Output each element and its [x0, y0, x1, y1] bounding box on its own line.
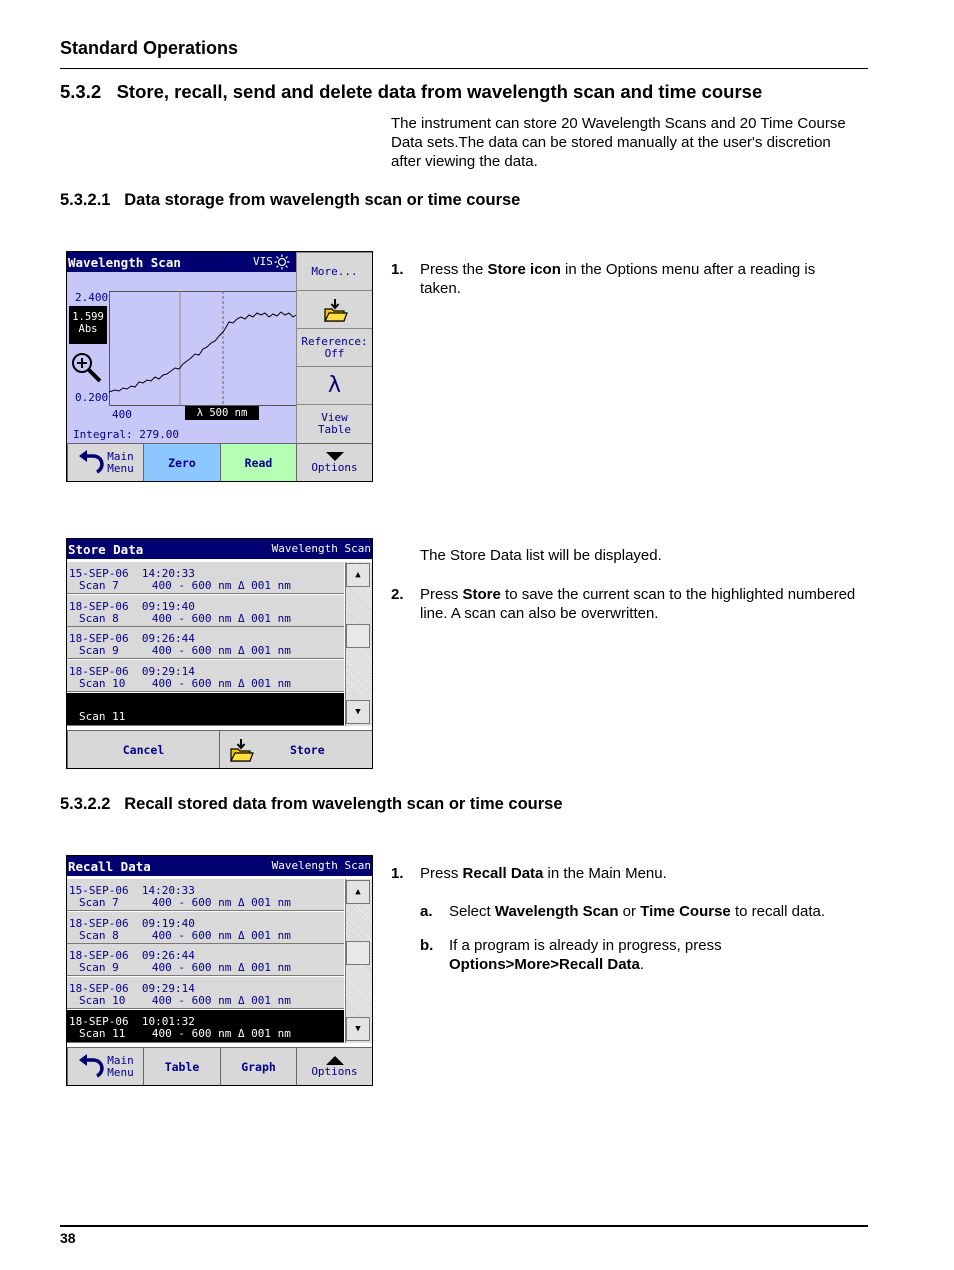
view-label: View [321, 411, 348, 424]
options-label: Options [311, 460, 358, 474]
list-item[interactable] [67, 562, 344, 594]
wavelength-button[interactable] [296, 366, 372, 404]
subsection-2-number: 5.3.2.2 [60, 795, 111, 813]
zoom-icon[interactable] [70, 351, 104, 383]
step-text: If a program is already in progress, press [449, 937, 722, 954]
screen-title: Store Data [68, 542, 144, 557]
step-emphasis: Recall Data [462, 865, 544, 882]
menu-label: Menu [107, 461, 134, 475]
page-number: 38 [60, 1230, 76, 1246]
subsection-1-number: 5.3.2.1 [60, 191, 111, 209]
store-data-screen [66, 538, 373, 769]
reading-display [69, 306, 107, 344]
step-text: to recall data. [730, 903, 825, 920]
subsection-1-heading [60, 191, 520, 210]
graph-label: Graph [241, 1059, 276, 1074]
list-item-selected[interactable] [67, 693, 344, 726]
reading-value: 1.599 [72, 311, 104, 323]
section-heading [60, 81, 762, 103]
section-title: Store, recall, send and delete data from wavelength scan and time course [116, 81, 763, 102]
section-intro: The instrument can store 20 Wavelength Scans and 20 Time Course Data sets.The data can be stored manually at the user's discretion after viewing the data. [391, 115, 846, 170]
screen-title: Recall Data [68, 859, 151, 874]
row-detail: Scan 11 400 - 600 nm Δ 001 nm [79, 1027, 291, 1040]
read-label: Read [244, 455, 273, 470]
list-item[interactable] [67, 944, 344, 976]
reading-unit: Abs [78, 323, 98, 335]
scrollbar[interactable] [345, 562, 372, 726]
lambda-icon: λ [327, 373, 342, 398]
scroll-up-button[interactable]: ▲ [346, 880, 370, 904]
menu-label: Menu [107, 1065, 134, 1079]
recall-data-screen [66, 855, 373, 1086]
main-label: Main [107, 449, 134, 463]
zero-label: Zero [168, 455, 196, 470]
table-label: Table [164, 1059, 200, 1074]
row-date: 18-SEP-06 09:29:14 [69, 665, 195, 678]
options-button[interactable] [296, 1047, 372, 1085]
footer-rule [60, 1225, 868, 1227]
step-text: . [639, 956, 645, 973]
y-axis-min: 0.200 [75, 391, 109, 404]
step-number: 1. [391, 261, 404, 278]
chevron-up-icon [326, 1056, 344, 1065]
scroll-up-button[interactable]: ▲ [346, 563, 370, 587]
step-text: Press [420, 865, 463, 882]
step-emphasis: Options>More>Recall Data [449, 956, 640, 973]
subsection-1-title: Data storage from wavelength scan or time course [124, 191, 521, 209]
step-text: to save the current scan to the highlighted numbered line. A scan can also be overwritten. [420, 586, 856, 622]
read-button[interactable] [220, 443, 296, 481]
scroll-thumb[interactable] [346, 624, 370, 648]
row-date: 15-SEP-06 14:20:33 [69, 567, 195, 580]
store-list-note: The Store Data list will be displayed. [420, 547, 662, 564]
back-arrow-icon [77, 450, 107, 476]
row-date: 18-SEP-06 09:19:40 [69, 600, 195, 613]
step-recall-data [391, 864, 861, 886]
row-detail: Scan 9 400 - 600 nm Δ 001 nm [79, 644, 291, 657]
main-menu-button[interactable] [67, 1047, 143, 1085]
reference-state: Off [324, 346, 345, 360]
step-text: or [618, 903, 641, 920]
reference-label: Reference: [301, 334, 368, 348]
scroll-down-button[interactable]: ▼ [346, 1017, 370, 1041]
options-label: Options [311, 1064, 358, 1078]
folder-store-icon [228, 737, 254, 763]
mode-label: Wavelength Scan [271, 542, 371, 555]
header-rule [60, 68, 868, 69]
step-emphasis: Store [462, 586, 501, 603]
step-emphasis: Store icon [487, 261, 561, 278]
store-button[interactable] [296, 290, 372, 328]
row-date: 15-SEP-06 14:20:33 [69, 884, 195, 897]
scroll-thumb[interactable] [346, 941, 370, 965]
main-label: Main [107, 1053, 134, 1067]
y-axis-max: 2.400 [75, 291, 109, 304]
list-item[interactable] [67, 627, 344, 659]
row-detail: Scan 7 400 - 600 nm Δ 001 nm [79, 579, 291, 592]
table-label: Table [317, 423, 352, 436]
row-date: 18-SEP-06 09:29:14 [69, 982, 195, 995]
subsection-2-title: Recall stored data from wavelength scan or time course [124, 795, 563, 813]
reference-button[interactable] [296, 328, 372, 366]
options-button[interactable] [296, 443, 372, 481]
step-text: in the Main Menu. [543, 865, 667, 882]
row-date: 18-SEP-06 10:01:32 [69, 1015, 195, 1028]
row-detail: Scan 10 400 - 600 nm Δ 001 nm [79, 677, 291, 690]
wavelength-scan-screen [66, 251, 373, 482]
folder-store-icon [322, 297, 348, 323]
row-detail: Scan 8 400 - 600 nm Δ 001 nm [79, 929, 291, 942]
row-detail: Scan 7 400 - 600 nm Δ 001 nm [79, 896, 291, 909]
cursor-wavelength: λ 500 nm [185, 406, 259, 420]
lamp-icon [274, 254, 290, 270]
integral-value: Integral: 279.00 [73, 428, 179, 441]
step-number: 1. [391, 865, 404, 882]
chevron-down-icon [326, 452, 344, 461]
graph-button[interactable] [220, 1047, 296, 1085]
scroll-down-button[interactable]: ▼ [346, 700, 370, 724]
subsection-2-heading [60, 795, 563, 814]
x-axis-min: 400 [112, 408, 132, 421]
step-store-icon [391, 260, 861, 300]
back-arrow-icon [77, 1054, 107, 1080]
step-text: Select [449, 903, 495, 920]
zero-button[interactable] [143, 443, 220, 481]
table-button[interactable] [143, 1047, 220, 1085]
running-header: Standard Operations [60, 38, 239, 58]
list-item[interactable] [67, 879, 344, 911]
substep-a [420, 902, 860, 924]
screen-title: Wavelength Scan [68, 255, 181, 270]
step-text: Press [420, 586, 463, 603]
row-date: 18-SEP-06 09:26:44 [69, 632, 195, 645]
step-text: Press the [420, 261, 488, 278]
list-item[interactable] [67, 660, 344, 692]
more-label: More... [311, 265, 358, 278]
screen-title-bar [67, 539, 372, 559]
row-detail: Scan 8 400 - 600 nm Δ 001 nm [79, 612, 291, 625]
row-detail: Scan 10 400 - 600 nm Δ 001 nm [79, 994, 291, 1007]
more-button[interactable] [296, 252, 372, 290]
step-number: 2. [391, 586, 404, 603]
vis-label: VIS [253, 255, 273, 268]
row-date: 18-SEP-06 09:26:44 [69, 949, 195, 962]
mode-label: Wavelength Scan [271, 859, 371, 872]
step-store [391, 585, 861, 625]
scan-plot[interactable] [109, 291, 297, 407]
row-detail: Scan 11 [79, 710, 126, 723]
substep-b [420, 936, 860, 976]
step-text: in the Options menu after a reading is taken. [420, 261, 816, 297]
row-date: 18-SEP-06 09:19:40 [69, 917, 195, 930]
view-table-button[interactable] [296, 404, 372, 443]
scrollbar[interactable] [345, 879, 372, 1043]
list-item[interactable] [67, 912, 344, 944]
substep-letter: a. [420, 903, 433, 920]
list-item[interactable] [67, 977, 344, 1009]
section-number: 5.3.2 [60, 81, 102, 102]
step-emphasis: Time Course [640, 903, 731, 920]
cancel-button[interactable] [67, 730, 219, 768]
main-menu-button[interactable] [67, 443, 143, 481]
row-detail: Scan 9 400 - 600 nm Δ 001 nm [79, 961, 291, 974]
cancel-label: Cancel [122, 742, 165, 757]
store-label: Store [290, 742, 325, 757]
store-button[interactable] [219, 730, 372, 768]
list-item[interactable] [67, 595, 344, 627]
substep-letter: b. [420, 937, 434, 954]
step-emphasis: Wavelength Scan [494, 903, 619, 920]
screen-title-bar [67, 856, 372, 876]
list-item-selected[interactable] [67, 1010, 344, 1043]
